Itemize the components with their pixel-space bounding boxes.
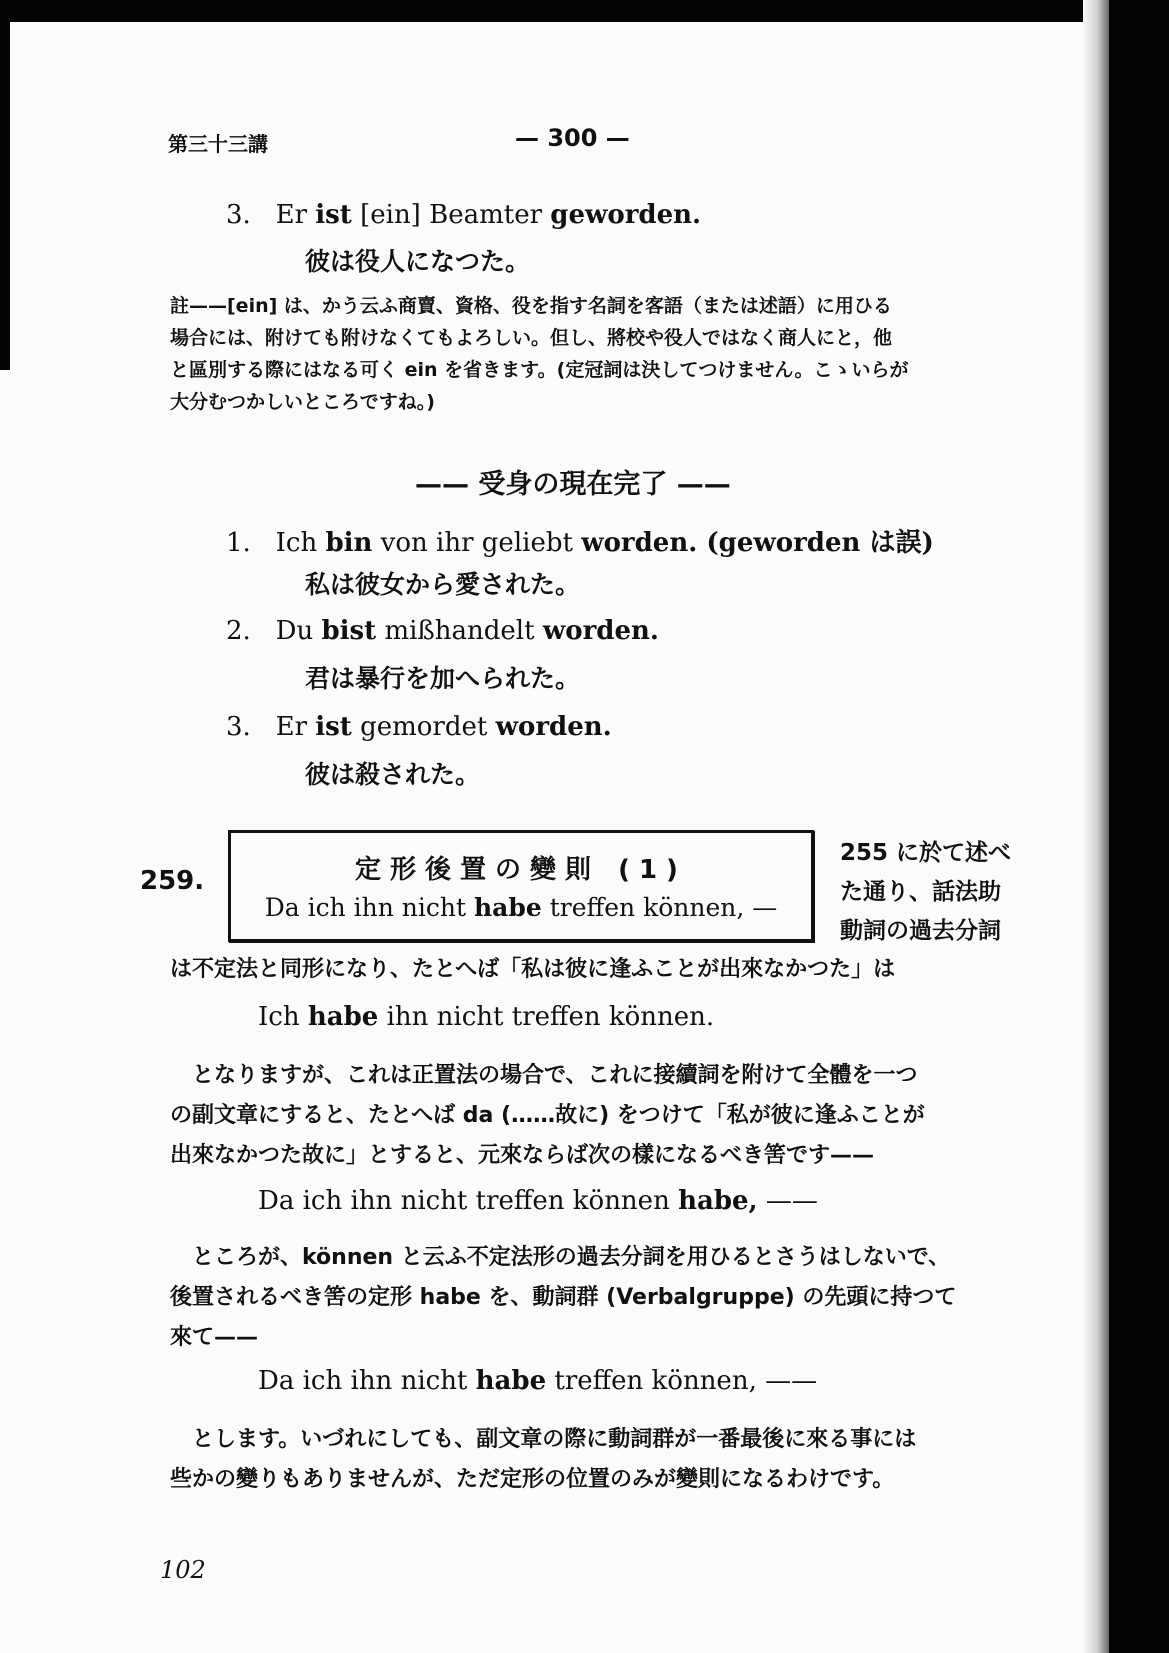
side-text-line: た通り、話法助 xyxy=(840,879,1001,905)
scan-border-right xyxy=(1109,0,1169,1653)
side-text-line: 255 に於て述べ xyxy=(840,840,1012,866)
rule-number: 259. xyxy=(140,866,205,896)
body-line: 些かの變りもありませんが、ただ定形の位置のみが變則になるわけです。 xyxy=(170,1467,895,1492)
passive-example-1: 1. Ich bin von ihr geliebt worden. (geworden は誤) xyxy=(226,528,934,558)
body-line: 出來なかつた故に」とすると、元來ならば次の樣になるべき筈です—— xyxy=(170,1143,875,1168)
body-line: の副文章にすると、たとへば da (……故に) をつけて「私が彼に逢ふことが xyxy=(170,1103,925,1128)
scan-border-left xyxy=(0,0,10,370)
body-example-3: Da ich ihn nicht habe treffen können, —— xyxy=(258,1366,818,1396)
body-line: ところが、können と云ふ不定法形の過去分詞を用ひるとさうはしないで、 xyxy=(192,1245,951,1270)
note-line: と區別する際にはなる可く ein を省きます。(定冠詞は決してつけません。こゝいらが xyxy=(170,359,909,381)
passive-example-1-translation: 私は彼女から愛された。 xyxy=(305,570,581,599)
body-line: となりますが、これは正置法の場合で、これに接續詞を附けて全體を一つ xyxy=(192,1063,918,1088)
body-example-2: Da ich ihn nicht treffen können habe, —— xyxy=(258,1186,818,1216)
passive-example-2-translation: 君は暴行を加へられた。 xyxy=(305,664,581,693)
example-3-sentence: 3. Er ist [ein] Beamter geworden. xyxy=(226,200,702,230)
body-example-1: Ich habe ihn nicht treffen können. xyxy=(258,1002,715,1032)
note-line: 場合には、附けても附けなくてもよろしい。但し、將校や役人ではなく商人にと，他 xyxy=(170,327,893,349)
note-line: 註——[ein] は、かう云ふ商賣、資格、役を指す名詞を客語（または述語）に用ひる xyxy=(170,295,892,317)
rule-sentence: Da ich ihn nicht habe treffen können, — xyxy=(264,893,778,922)
note-line: 大分むつかしいところですね。) xyxy=(170,391,435,413)
folio-number: 102 xyxy=(160,1556,206,1584)
body-line: とします。いづれにしても、副文章の際に動詞群が一番最後に來る事には xyxy=(192,1427,917,1452)
passive-example-3: 3. Er ist gemordet worden. xyxy=(226,712,612,742)
annotation-note xyxy=(170,290,1020,418)
body-line: 後置されるべき筈の定形 habe を、動詞群 (Verbalgruppe) の先頭に持つて xyxy=(170,1285,957,1310)
passive-example-2: 2. Du bist mißhandelt worden. xyxy=(226,616,659,646)
passive-example-3-translation: 彼は殺された。 xyxy=(305,760,481,789)
side-text-line: 動詞の過去分詞 xyxy=(840,918,1001,944)
scan-border-top xyxy=(0,0,1169,22)
body-line: 來て—— xyxy=(170,1325,259,1350)
section-heading: —— 受身の現在完了 —— xyxy=(415,469,731,500)
page-number: — 300 — xyxy=(515,124,630,152)
rule-box xyxy=(228,830,814,942)
rule-title: 定形後置の變則 (1) xyxy=(355,855,687,885)
page-edge-shadow xyxy=(1083,0,1109,1653)
body-line: は不定法と同形になり、たとへば「私は彼に逢ふことが出來なかつた」は xyxy=(170,957,896,982)
example-number: 3. xyxy=(226,200,251,230)
chapter-header: 第三十三講 xyxy=(168,132,268,156)
example-3-translation: 彼は役人になつた。 xyxy=(305,247,531,276)
